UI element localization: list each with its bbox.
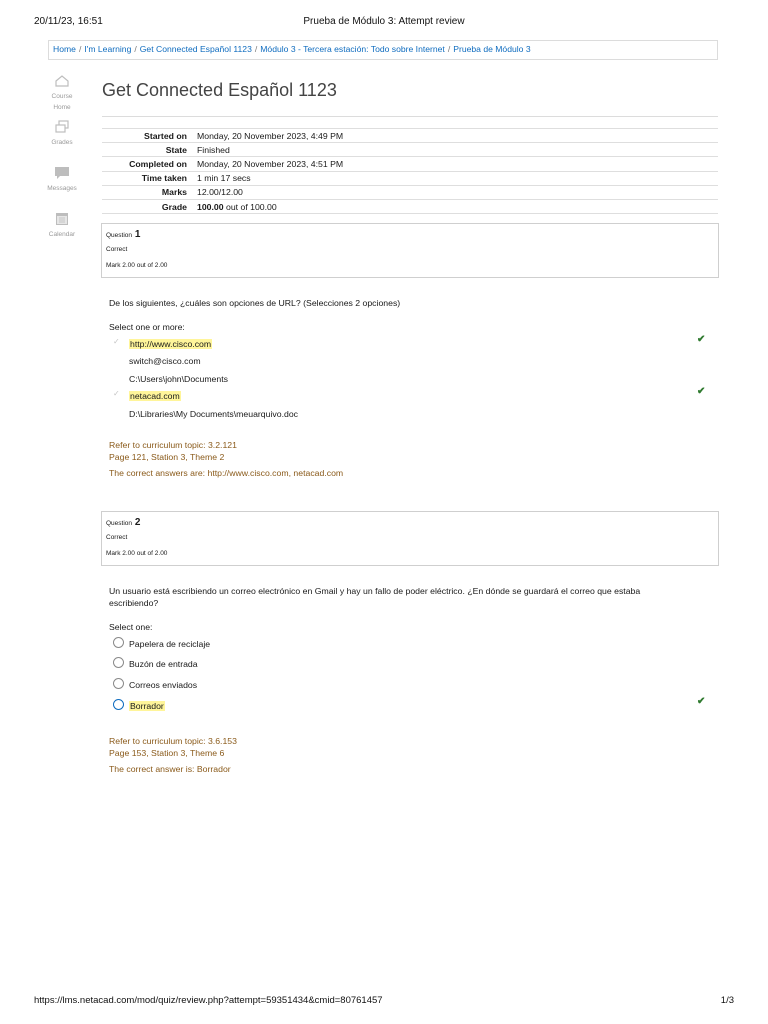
breadcrumb-quiz[interactable]: Prueba de Módulo 3 [453, 44, 531, 54]
summary-row-completed [102, 157, 718, 171]
title-divider [102, 116, 718, 117]
summary-value: Finished [197, 144, 230, 155]
option-label: Buzón de entrada [129, 659, 198, 669]
checkbox-checked-icon[interactable]: ✓ [113, 389, 120, 398]
summary-value [197, 199, 718, 213]
print-page-title: Prueba de Módulo 3: Attempt review [303, 16, 465, 27]
correct-check-icon: ✔ [697, 334, 706, 345]
summary-label: Time taken [141, 173, 187, 184]
option-label: netacad.com [130, 391, 180, 401]
grade-out-of: out of 100.00 [223, 201, 277, 212]
question-1-feedback [109, 439, 237, 463]
question-2-text: Un usuario está escribiendo un correo electrónico en Gmail y hay un fallo de poder eléctrico. ¿En dónde se guardará el correo que estaba escribiendo? [109, 586, 641, 608]
breadcrumb-im-learning[interactable]: I'm Learning [84, 44, 132, 54]
radio-button[interactable] [113, 637, 124, 648]
print-url: https://lms.netacad.com/mod/quiz/review.php?attempt=59351434&cmid=80761457 [34, 995, 383, 1006]
breadcrumb-course[interactable]: Get Connected Español 1123 [139, 44, 252, 54]
print-page-number: 1/3 [720, 995, 734, 1006]
nav-messages-label: Messages [47, 185, 77, 192]
nav-grades[interactable] [40, 120, 84, 166]
summary-label: Grade [161, 201, 187, 212]
attempt-summary-table [102, 128, 718, 214]
grades-icon [54, 120, 70, 134]
option-label: http://www.cisco.com [130, 339, 212, 349]
radio-button-selected[interactable] [113, 699, 124, 710]
print-datetime: 20/11/23, 16:51 [34, 16, 103, 27]
summary-row-started [102, 129, 718, 143]
question-mark: Mark 2.00 out of 2.00 [106, 262, 168, 269]
breadcrumb: Home / I'm Learning / Get Connected Español 1123 / Módulo 3 - Tercera estación: Todo sobre Internet / Prueba de Módulo 3 [48, 40, 718, 60]
question-1-info [101, 223, 719, 278]
nav-calendar-label: Calendar [48, 231, 76, 238]
messages-icon [54, 166, 70, 180]
summary-value: 1 min 17 secs [197, 173, 251, 184]
option-label: C:\Users\john\Documents [129, 374, 228, 384]
option-label: D:\Libraries\My Documents\meuarquivo.doc [129, 409, 298, 419]
question-state: Correct [106, 534, 128, 541]
radio-button[interactable] [113, 657, 124, 668]
feedback-line: Page 121, Station 3, Theme 2 [109, 452, 225, 462]
question-2-feedback [109, 735, 237, 759]
question-2-prompt: Select one: [109, 622, 153, 632]
nav-course-home-label-1: Course [51, 93, 73, 100]
summary-row-grade [102, 199, 718, 213]
nav-course-home-label-2: Home [53, 104, 71, 111]
summary-row-marks [102, 185, 718, 199]
summary-row-time [102, 171, 718, 185]
option-label: Correos enviados [129, 680, 198, 690]
summary-value: 12.00/12.00 [197, 187, 243, 198]
breadcrumb-module[interactable]: Módulo 3 - Tercera estación: Todo sobre Internet [260, 44, 445, 54]
nav-messages[interactable] [40, 166, 84, 212]
question-2-right-answer: The correct answer is: Borrador [109, 764, 231, 774]
summary-label: Marks [161, 187, 187, 198]
grade-value: 100.00 [197, 201, 224, 212]
option-label: Papelera de reciclaje [129, 639, 211, 649]
print-header [34, 16, 734, 30]
calendar-icon [54, 212, 70, 226]
feedback-line: Refer to curriculum topic: 3.2.121 [109, 440, 237, 450]
question-state: Correct [106, 246, 128, 253]
summary-value: Monday, 20 November 2023, 4:51 PM [197, 158, 344, 169]
option-label: Borrador [130, 701, 164, 711]
summary-row-state [102, 143, 718, 157]
summary-value: Monday, 20 November 2023, 4:49 PM [197, 130, 344, 141]
question-1-right-answer: The correct answers are: http://www.cisco.com, netacad.com [109, 468, 344, 478]
nav-grades-label: Grades [51, 139, 73, 146]
checkbox-checked-icon[interactable]: ✓ [113, 337, 120, 346]
summary-label: Started on [144, 130, 187, 141]
question-2-info [101, 511, 719, 566]
feedback-line: Page 153, Station 3, Theme 6 [109, 748, 225, 758]
correct-check-icon: ✔ [697, 696, 706, 707]
question-1-text: De los siguientes, ¿cuáles son opciones de URL? (Selecciones 2 opciones) [109, 298, 401, 308]
option-label: switch@cisco.com [129, 356, 201, 366]
nav-course-home[interactable] [40, 74, 84, 120]
radio-button[interactable] [113, 678, 124, 689]
summary-label: Completed on [129, 158, 187, 169]
question-number: Question 1 [106, 229, 141, 240]
course-title: Get Connected Español 1123 [102, 80, 337, 100]
nav-calendar[interactable] [40, 212, 84, 258]
home-icon [54, 74, 70, 88]
question-number: Question 2 [106, 517, 141, 528]
feedback-line: Refer to curriculum topic: 3.6.153 [109, 736, 237, 746]
side-navigation [40, 74, 84, 258]
correct-check-icon: ✔ [697, 386, 706, 397]
question-mark: Mark 2.00 out of 2.00 [106, 550, 168, 557]
summary-label: State [165, 144, 187, 155]
breadcrumb-home[interactable]: Home [53, 44, 76, 54]
question-1-prompt: Select one or more: [109, 322, 185, 332]
